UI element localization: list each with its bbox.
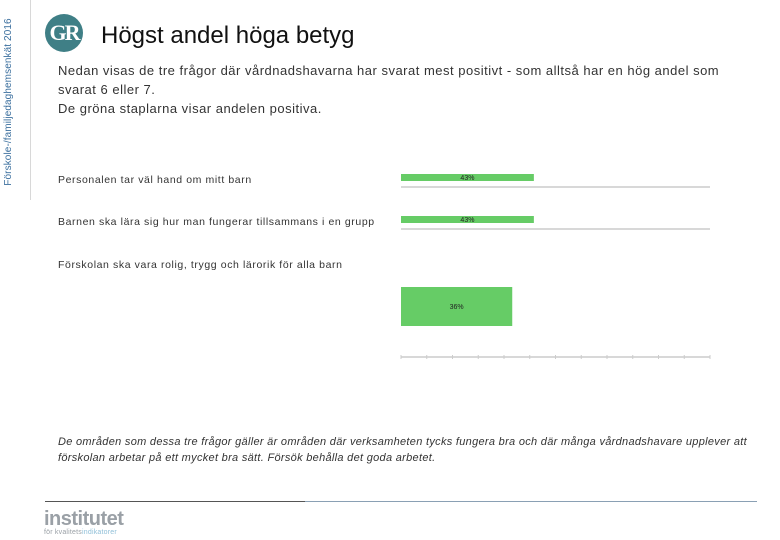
bar-value-label-3: 36%	[449, 304, 464, 311]
survey-side-label: Förskole-/familjedaghemsenkät 2016	[3, 18, 14, 186]
footnote-text: De områden som dessa tre frågor gäller är områden där verksamheten tycks fungera bra och där många vårdnadshavare upplever att förskolan arbetar på ett mycket bra sätt. Försök behålla det goda arbetet.	[58, 436, 747, 464]
gr-logo: GR	[45, 14, 83, 52]
intro-line-1: Nedan visas de tre frågor där vårdnadshavarna har svarat mest positivt - som alltså har en hög andel som	[58, 63, 720, 78]
bar-value-label-1: 43%	[460, 175, 475, 182]
brand-tagline: för kvalitetsindikatorer	[44, 529, 117, 536]
bar-value-label-2: 43%	[460, 217, 475, 224]
institutet-logo	[44, 509, 123, 536]
bottom-divider	[45, 501, 757, 502]
brand-name: institutet	[44, 508, 124, 530]
intro-line-2: svarat 6 eller 7.	[58, 82, 156, 97]
question-label-3: Förskolan ska vara rolig, trygg och lärorik för alla barn	[58, 259, 343, 271]
page-title: Högst andel höga betyg	[101, 22, 355, 49]
question-label-1: Personalen tar väl hand om mitt barn	[58, 174, 252, 186]
intro-line-3: De gröna staplarna visar andelen positiva.	[58, 101, 322, 116]
question-label-2: Barnen ska lära sig hur man fungerar tillsammans i en grupp	[58, 216, 375, 228]
